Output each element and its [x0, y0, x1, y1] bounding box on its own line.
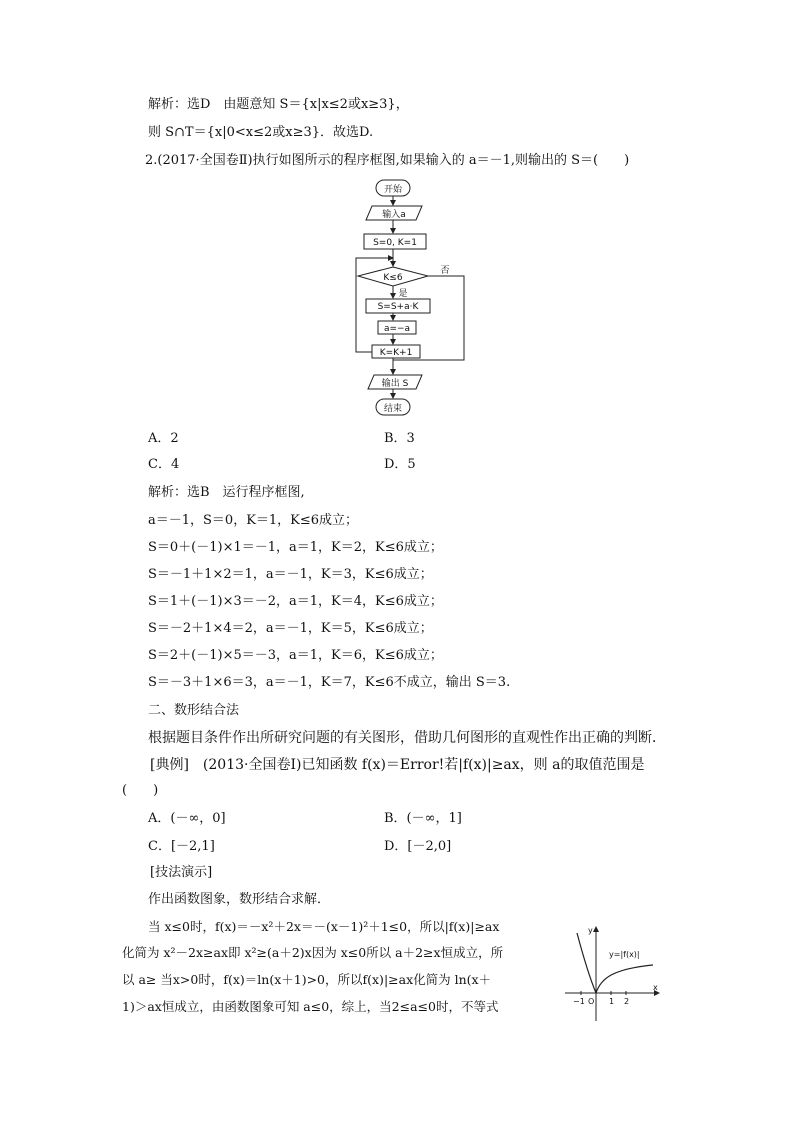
curve-left-branch: [577, 933, 596, 993]
flow-init-text: S=0, K=1: [373, 238, 417, 248]
q2-option-d: D．5: [384, 457, 416, 472]
flow-step2-text: a=−a: [383, 324, 411, 334]
demo-line: 化简为 x²－2x≥ax即 x²≥(a＋2)x因为 x≤0所以 a＋2≥x恒成立，所: [122, 945, 504, 960]
example-option-d: D．[－2,0]: [384, 839, 452, 854]
example-line2: ( ): [122, 783, 159, 798]
flow-step1-text: S=S+a·K: [377, 302, 419, 312]
tick-label: O: [588, 997, 595, 1006]
solution2-intro: 解析：选B 运行程序框图,: [148, 485, 305, 500]
solution1-line1: 解析：选D 由题意知 S＝{x|x≤2或x≥3}，: [148, 97, 409, 112]
solution2-step: S＝0＋(－1)×1＝－1，a＝1，K＝2，K≤6成立；: [148, 540, 443, 555]
question2-stem: 2.(2017·全国卷Ⅱ)执行如图所示的程序框图,如果输入的 a＝－1,则输出的 S＝( ): [145, 153, 630, 168]
flow-condition-text: K≤6: [383, 273, 403, 283]
example-option-a: A．(－∞，0]: [148, 811, 226, 826]
tick-label: 1: [609, 997, 615, 1006]
y-axis-label: y: [588, 926, 593, 935]
demo-line: 当 x≤0时，f(x)＝－x²＋2x＝－(x－1)²＋1≤0，所以|f(x)|≥ax: [148, 919, 500, 934]
example-option-c: C．[－2,1]: [148, 839, 215, 854]
demo-line: 以 a≥ 当x>0时，f(x)＝ln(x＋1)>0，所以f(x)|≥ax化简为 ln(x＋: [122, 972, 492, 987]
flowchart: [350, 178, 470, 418]
flow-input-text: 输入a: [382, 210, 406, 220]
solution2-step: S＝－1＋1×2＝1，a＝－1，K＝3，K≤6成立；: [148, 567, 433, 582]
tick-label: 2: [624, 997, 630, 1006]
demo-intro: 作出函数图象，数形结合求解．: [148, 892, 331, 907]
solution2-step: S＝－3＋1×6＝3，a＝－1，K＝7，K≤6不成立，输出 S＝3.: [148, 675, 511, 690]
flow-step3-text: K=K+1: [379, 348, 413, 358]
q2-option-c: C．4: [148, 457, 180, 472]
curve-right-branch: [596, 965, 653, 993]
section2-description: 根据题目条件作出所研究问题的有关图形，借助几何图形的直观性作出正确的判断．: [148, 730, 666, 746]
example-line1: [典例] (2013·全国卷Ⅰ)已知函数 f(x)＝Error!若|f(x)|≥ax，则 a的取值范围是: [150, 757, 645, 773]
solution2-step: S＝1＋(－1)×3＝－2，a＝1，K＝4，K≤6成立；: [148, 594, 443, 609]
x-axis-label: x: [653, 983, 658, 992]
curve-label: y=|f(x)|: [609, 950, 640, 959]
example-option-b: B．(－∞，1]: [384, 811, 462, 826]
solution2-step: a＝－1，S＝0，K＝1，K≤6成立；: [148, 513, 359, 528]
solution2-step: S＝2＋(－1)×5＝－3，a＝1，K＝6，K≤6成立；: [148, 648, 443, 663]
q2-option-b: B．3: [384, 431, 415, 446]
flow-no-label: 否: [440, 266, 450, 276]
flow-yes-label: 是: [398, 289, 408, 299]
flow-end-text: 结束: [383, 404, 403, 414]
solution2-step: S＝－2＋1×4＝2，a＝－1，K＝5，K≤6成立；: [148, 621, 433, 636]
solution1-line2: 则 S∩T＝{x|0<x≤2或x≥3}．故选D.: [148, 125, 374, 140]
demo-heading: [技法演示]: [150, 865, 213, 880]
flow-output-text: 输出 S: [381, 379, 409, 389]
q2-option-a: A．2: [148, 431, 179, 446]
demo-line: 1)＞ax恒成立，由函数图象可知 a≤0，综上，当2≤a≤0时，不等式: [122, 999, 499, 1014]
tick-label: −1: [573, 997, 585, 1006]
function-graph: [563, 923, 663, 1023]
section2-heading: 二、数形结合法: [148, 703, 240, 718]
flow-start-text: 开始: [383, 185, 403, 195]
